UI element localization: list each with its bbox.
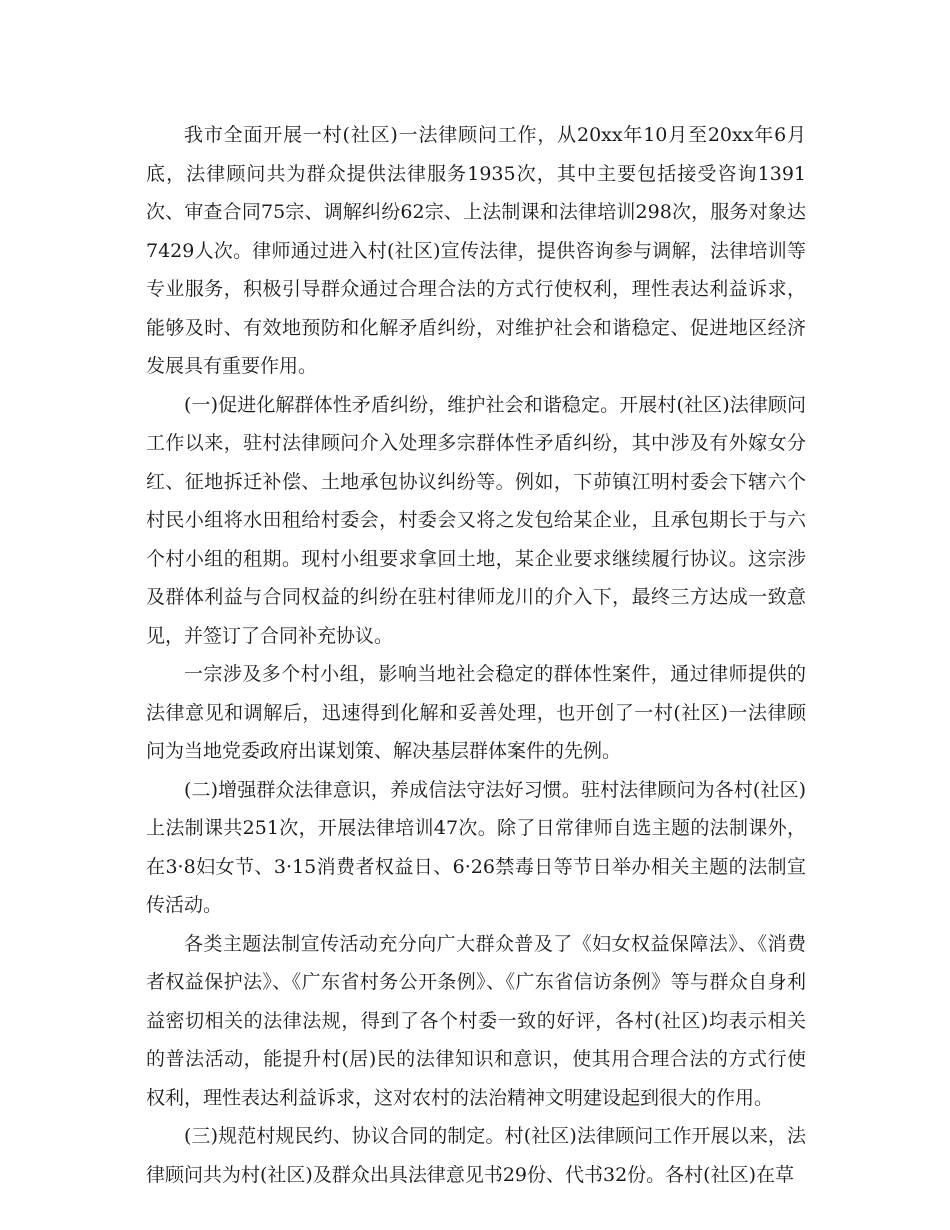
paragraph-section-one-continued: 一宗涉及多个村小组，影响当地社会稳定的群体性案件，通过律师提供的法律意见和调解后，迅速得到化解和妥善处理，也开创了一村(社区)一法律顾问为当地党委政府出谋划策、解决基层群体案件的先例。 (146, 663, 806, 762)
paragraph-intro: 我市全面开展一村(社区)一法律顾问工作，从20xx年10月至20xx年6月底，法律顾问共为群众提供法律服务1935次，其中主要包括接受咨询1391次、审查合同75宗、调解纠纷62宗、上法制课和法律培训298次，服务对象达7429人次。律师通过进入村(社区)宣传法律，提供咨询参与调解，法律培训等专业服务，积极引导群众通过合理合法的方式行使权利，理性表达利益诉求，能够及时、有效地预防和化解矛盾纠纷，对维护社会和谐稳定、促进地区经济发展具有重要作用。 (146, 124, 806, 377)
paragraph-section-two: (二)增强群众法律意识，养成信法守法好习惯。驻村法律顾问为各村(社区)上法制课共251次，开展法律培训47次。除了日常律师自选主题的法制课外，在3·8妇女节、3·15消费者权益日、6·26禁毒日等节日举办相关主题的法制宣传活动。 (146, 778, 806, 916)
paragraph-section-two-continued: 各类主题法制宣传活动充分向广大群众普及了《妇女权益保障法》、《消费者权益保护法》、《广东省村务公开条例》、《广东省信访条例》等与群众自身利益密切相关的法律法规，得到了各个村委一致的好评，各村(社区)均表示相关的普法活动，能提升村(居)民的法律知识和意识，使其用合理合法的方式行使权利，理性表达利益诉求，这对农村的法治精神文明建设起到很大的作用。 (146, 932, 806, 1109)
paragraph-section-three: (三)规范村规民约、协议合同的制定。村(社区)法律顾问工作开展以来，法律顾问共为村(社区)及群众出具法律意见书29份、代书32份。各村(社区)在草 (146, 1125, 806, 1186)
document-body (146, 116, 806, 1194)
paragraph-section-one: (一)促进化解群体性矛盾纠纷，维护社会和谐稳定。开展村(社区)法律顾问工作以来，驻村法律顾问介入处理多宗群体性矛盾纠纷，其中涉及有外嫁女分红、征地拆迁补偿、土地承包协议纠纷等。例如，下茆镇江明村委会下辖六个村民小组将水田租给村委会，村委会又将之发包给某企业，且承包期长于与六个村小组的租期。现村小组要求拿回土地，某企业要求继续履行协议。这宗涉及群体利益与合同权益的纠纷在驻村律师龙川的介入下，最终三方达成一致意见，并签订了合同补充协议。 (146, 393, 806, 647)
